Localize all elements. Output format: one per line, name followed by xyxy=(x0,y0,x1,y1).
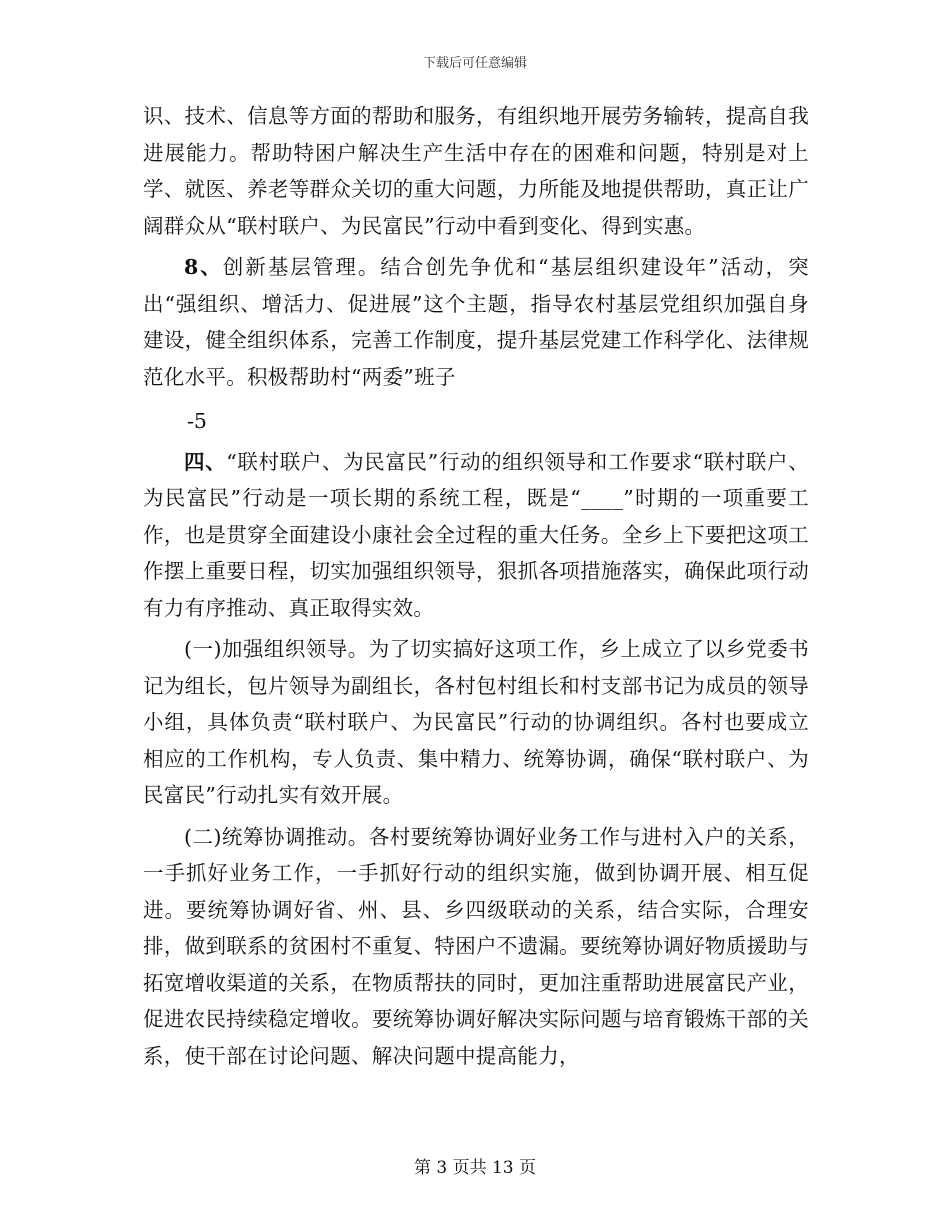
section-4-text: “联村联户、为民富民”行动的组织领导和工作要求“联村联户、为民富民”行动是一项长期的系统工程，既是“____”时期的一项重要工作，也是贯穿全面建设小康社会全过程的重大任务。全乡上下要把这项工作摆上重要日程，切实加强组织领导，狠抓各项措施落实，确保此项行动有力有序推动、真正取得实效。 xyxy=(143,449,810,620)
paragraph-subsection-1: (一)加强组织领导。为了切实搞好这项工作，乡上成立了以乡党委书记为组长，包片领导为副组长，各村包村组长和村支部书记为成员的领导小组，具体负责“联村联户、为民富民”行动的协调组织。各村也要成立相应的工作机构，专人负责、集中精力、统筹协调，确保“联村联户、为民富民”行动扎实有效开展。 xyxy=(143,637,809,807)
item-8-number: 8、 xyxy=(184,255,223,279)
document-body xyxy=(143,98,809,1074)
paragraph-section-4 xyxy=(143,444,809,627)
section-4-number: 四、 xyxy=(184,449,227,474)
page-header: 下载后可任意编辑 xyxy=(422,56,527,71)
paragraph-continuation: 识、技术、信息等方面的帮助和服务，有组织地开展劳务输转，提高自我进展能力。帮助特困户解决生产生活中存在的困难和问题，特别是对上学、就医、养老等群众关切的重大问题，力所能及地提供帮助，真正让广阔群众从“联村联户、为民富民”行动中看到变化、得到实惠。 xyxy=(143,104,809,238)
page-footer: 第 3 页共 13 页 xyxy=(413,1158,537,1178)
page-marker: -5 xyxy=(187,409,207,433)
paragraph-item-8 xyxy=(143,249,809,395)
paragraph-subsection-2: (二)统筹协调推动。各村要统筹协调好业务工作与进村入户的关系，一手抓好业务工作，一手抓好行动的组织实施，做到协调开展、相互促进。要统筹协调好省、州、县、乡四级联动的关系，结合实际，合理安排，做到联系的贫困村不重复、特困户不遗漏。要统筹协调好物质援助与拓宽增收渠道的关系，在物质帮扶的同时，更加注重帮助进展富民产业，促进农民持续稳定增收。要统筹协调好解决实际问题与培育锻炼干部的关系，使干部在讨论问题、解决问题中提高能力， xyxy=(143,824,809,1068)
item-8-text: 创新基层管理。结合创先争优和“基层组织建设年”活动，突出“强组织、增活力、促进展”这个主题，指导农村基层党组织加强自身建设，健全组织体系，完善工作制度，提升基层党建工作科学化、法律规范化水平。积极帮助村“两委”班子 xyxy=(143,255,809,389)
